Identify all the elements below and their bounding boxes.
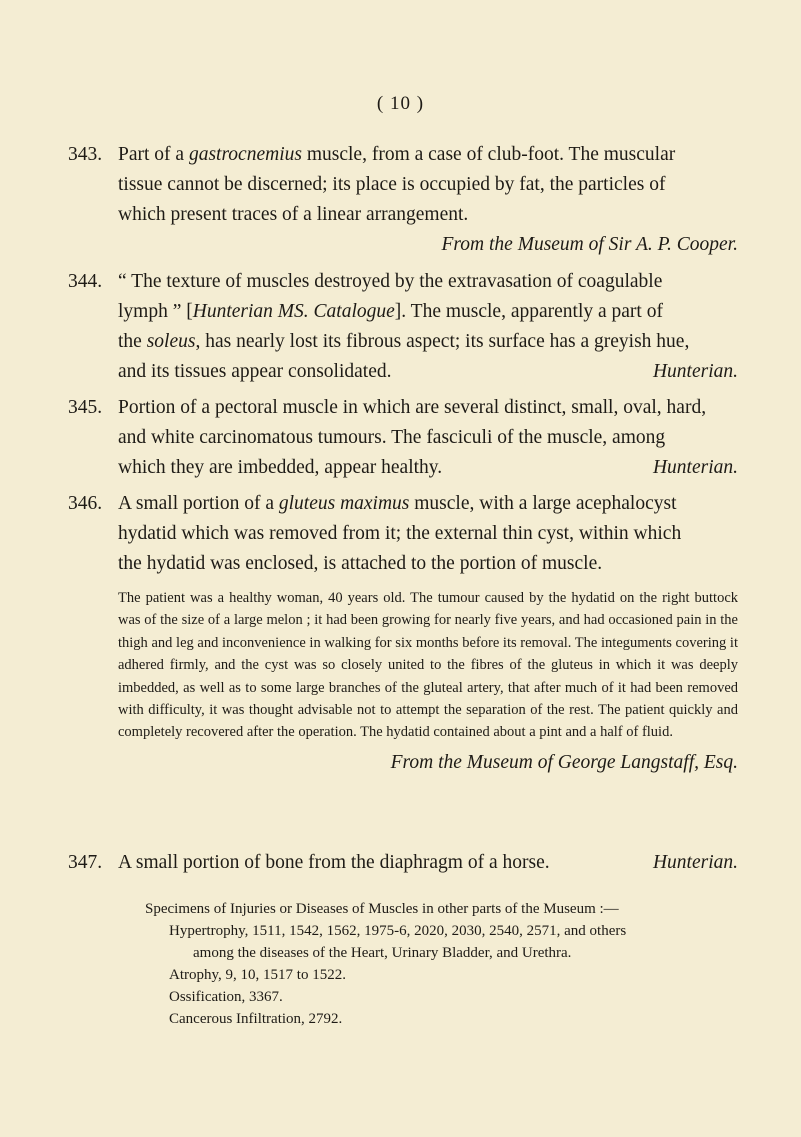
entry-343 <box>68 140 738 260</box>
specimen-hypertrophy: Hypertrophy, 1511, 1542, 1562, 1975-6, 2020, 2030, 2540, 2571, and others <box>169 923 627 939</box>
specimen-cancerous: Cancerous Infiltration, 2792. <box>169 1011 343 1027</box>
source-attribution: Hunterian. <box>652 852 738 873</box>
entry-text: Part of a gastrocnemius muscle, from a case of club-foot. The muscular tissue cannot be discerned; its place is occupied by fat, the particles of which present traces of a linear arrangement. From the Museum of Sir A. P. Cooper. <box>118 140 738 260</box>
specimen-atrophy: Atrophy, 9, 10, 1517 to 1522. <box>169 967 346 983</box>
entry-number: 347. <box>68 852 103 873</box>
entry-text: Portion of a pectoral muscle in which are several distinct, small, oval, hard, and white carcinomatous tumours. The fasciculi of the muscle, among which they are imbedded, appear healthy. Hunterian. <box>118 393 738 483</box>
specimens-heading: Specimens of Injuries or Diseases of Muscles in other parts of the Museum :— <box>145 901 619 917</box>
entry-number: 344. <box>68 271 103 292</box>
specimens-list <box>145 898 745 1030</box>
entry-text: A small portion of bone from the diaphragm of a horse. Hunterian. <box>118 848 738 878</box>
page-number: ( 10 ) <box>376 93 425 114</box>
specimen-ossification: Ossification, 3367. <box>169 989 283 1005</box>
entry-346 <box>68 489 738 778</box>
entry-number: 343. <box>68 144 103 165</box>
source-attribution: Hunterian. <box>652 457 738 478</box>
entry-number: 345. <box>68 397 103 418</box>
entry-345 <box>68 393 738 483</box>
specimen-hypertrophy-cont: among the diseases of the Heart, Urinary Bladder, and Urethra. <box>193 945 572 961</box>
entry-number: 346. <box>68 493 103 514</box>
case-note: The patient was a healthy woman, 40 years old. The tumour caused by the hydatid on the right buttock was of the size of a large melon ; it had been growing for nearly five years, and had occasioned pain in the thigh and leg and inconvenience in walking for six months before its removal. The integuments covering it adhered firmly, and the cyst was so closely united to the fibres of the gluteus in which it was deeply imbedded, as well as to some large branches of the gluteal artery, that after much of it had been removed with difficulty, it was thought advisable not to attempt the separation of the rest. The patient quickly and completely recovered after the operation. The hydatid contained about a pint and a half of fluid. <box>118 590 738 741</box>
entry-344 <box>68 267 738 387</box>
entry-text: A small portion of a gluteus maximus muscle, with a large acephalocyst hydatid which was removed from it; the external thin cyst, within which the hydatid was enclosed, is attached to the portion of muscle. The patient was a healthy woman, 40 years old. The tumour caused by the hydatid on the right buttock was of the size of a large melon ; it had been growing for nearly five years, and had occasioned pain in the thigh and leg and inconvenience in walking for six months before its removal. The integuments covering it adhered firmly, and the cyst was so closely united to the fibres of the gluteus in which it was deeply imbedded, as well as to some large branches of the gluteal artery, that after much of it had been removed with difficulty, it was thought advisable not to attempt the separation of the rest. The patient quickly and completely recovered after the operation. The hydatid contained about a pint and a half of fluid. From the Museum of George Langstaff, Esq. <box>118 489 738 778</box>
entry-text: “ The texture of muscles destroyed by the extravasation of coagulable lymph ” [Hunterian MS. Catalogue]. The muscle, apparently a part of the soleus, has nearly lost its fibrous aspect; its surface has a greyish hue, and its tissues appear consolidated. Hunterian. <box>118 267 738 387</box>
source-attribution: From the Museum of Sir A. P. Cooper. <box>441 234 738 255</box>
source-attribution: Hunterian. <box>652 361 738 382</box>
source-attribution: From the Museum of George Langstaff, Esq. <box>390 751 738 773</box>
entry-347 <box>68 848 738 878</box>
